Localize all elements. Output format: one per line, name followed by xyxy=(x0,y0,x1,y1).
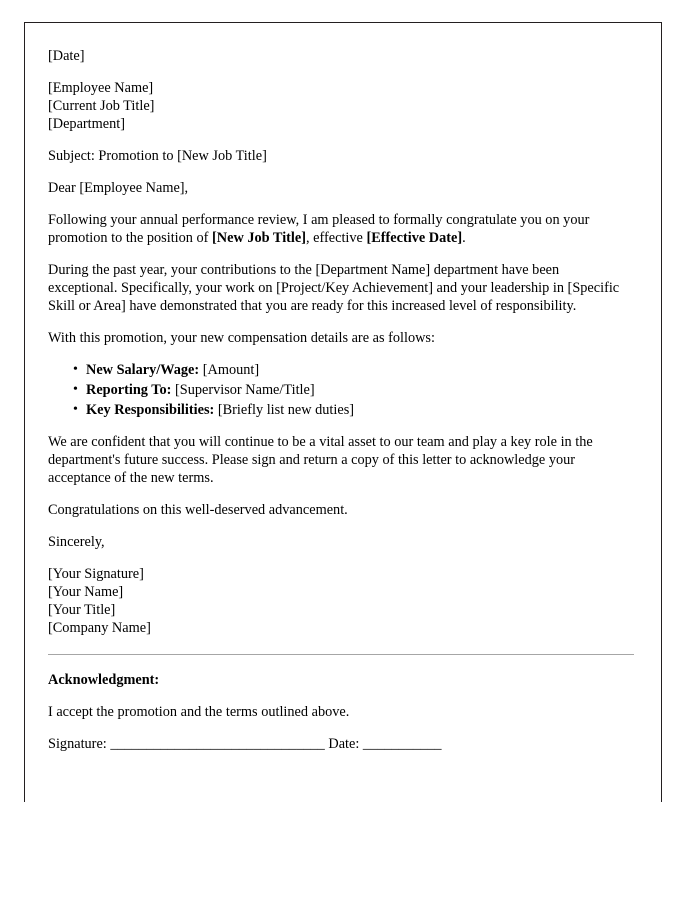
date-field-label: Date: xyxy=(328,736,360,752)
recipient-name: [Employee Name] xyxy=(48,80,154,96)
paragraph-congratulations: Congratulations on this well-deserved advancement. xyxy=(48,502,348,518)
compensation-item-label: New Salary/Wage: xyxy=(86,362,200,378)
recipient-job-title: [Current Job Title] xyxy=(48,98,155,114)
subject-line: Subject: Promotion to [New Job Title] xyxy=(48,148,267,164)
sender-signature-block xyxy=(48,565,626,637)
document-page xyxy=(24,22,662,802)
signature-field-blank[interactable]: ______________________________ xyxy=(110,736,325,752)
compensation-item-value: [Supervisor Name/Title] xyxy=(174,382,315,398)
compensation-item-value: [Briefly list new duties] xyxy=(217,402,355,418)
recipient-department: [Department] xyxy=(48,116,126,132)
recipient-address-block xyxy=(48,79,626,133)
list-item xyxy=(86,381,626,399)
para1-new-job-title: [New Job Title] xyxy=(212,230,306,246)
compensation-item-value: [Amount] xyxy=(202,362,260,378)
compensation-item-label: Key Responsibilities: xyxy=(86,402,215,418)
acknowledgment-heading: Acknowledgment: xyxy=(48,672,160,688)
compensation-intro: With this promotion, your new compensation details are as follows: xyxy=(48,330,435,346)
signature-field-label: Signature: xyxy=(48,736,107,752)
paragraph-confidence-and-return: We are confident that you will continue to be a vital asset to our team and play a key role in the department's future success. Please sign and return a copy of this letter to acknowledge your acceptance of the new terms. xyxy=(48,434,593,486)
para1-text-before: Following your annual performance review, I am pleased to formally congratulate you on your promotion to the position of xyxy=(48,212,590,246)
sender-title: [Your Title] xyxy=(48,602,116,618)
compensation-item-label: Reporting To: xyxy=(86,382,172,398)
acknowledgment-statement: I accept the promotion and the terms outlined above. xyxy=(48,704,350,720)
sender-name: [Your Name] xyxy=(48,584,124,600)
date-block xyxy=(48,47,626,65)
paragraph-past-year-contributions: During the past year, your contributions to the [Department Name] department have been exceptional. Specifically, your work on [Project/Key Achievement] and your leadership in [Specific Skill or Area] have demonstrated that you are ready for this increased level of responsibility. xyxy=(48,262,620,314)
para1-text-after: . xyxy=(462,230,466,246)
para1-text-between: , effective xyxy=(306,230,367,246)
paragraph-promotion-announcement xyxy=(48,211,626,247)
closing-salutation: Sincerely, xyxy=(48,534,105,550)
para1-effective-date: [Effective Date] xyxy=(366,230,463,246)
sender-company: [Company Name] xyxy=(48,620,151,636)
list-item xyxy=(86,361,626,379)
letter-body xyxy=(48,47,626,753)
acknowledgment-signature-row xyxy=(48,735,626,753)
sender-signature: [Your Signature] xyxy=(48,566,144,582)
date-line: [Date] xyxy=(48,48,85,64)
list-item xyxy=(86,401,626,419)
section-divider xyxy=(48,654,634,655)
date-field-blank[interactable]: ___________ xyxy=(362,736,442,752)
compensation-details-list xyxy=(48,361,626,419)
salutation: Dear [Employee Name], xyxy=(48,180,189,196)
